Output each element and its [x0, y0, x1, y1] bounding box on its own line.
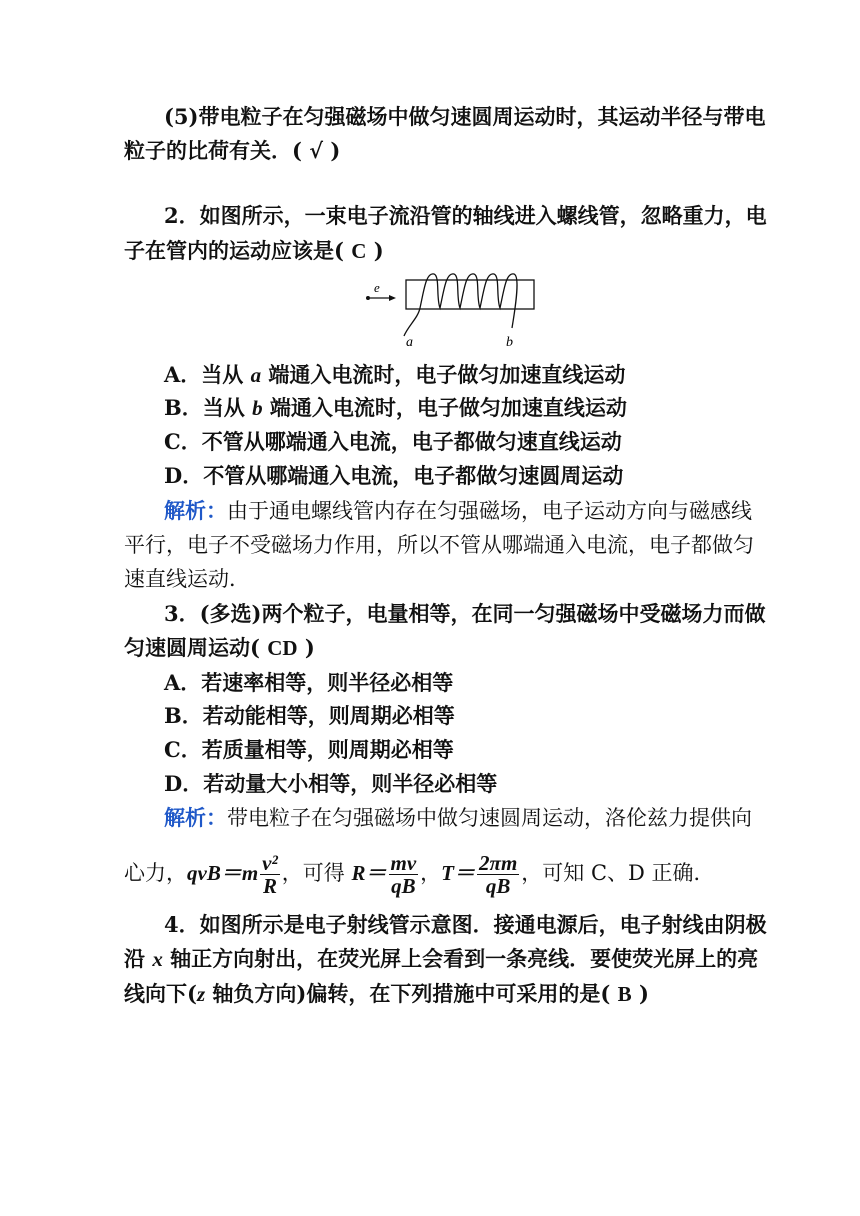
eq-separator-2: ，	[420, 861, 442, 885]
q2-stem-text: 子在管内的运动应该是(	[124, 238, 352, 263]
q3-option-c: C．若质量相等，则周期必相等	[164, 737, 454, 762]
q2-analysis-line-2: 平行，电子不受磁场力作用，所以不管从哪端通入电流，电子都做匀	[124, 533, 754, 557]
label-b: b	[506, 335, 513, 350]
q3-analysis-pre: 心力，	[124, 861, 187, 885]
solenoid-coil	[404, 274, 517, 336]
q3-option-d: D．若动量大小相等，则半径必相等	[164, 771, 498, 796]
q4-var-x: x	[152, 947, 163, 971]
eq1-fraction	[260, 852, 280, 897]
eq1-lhs: qvB＝m	[187, 861, 259, 885]
q3-analysis-post: ，可知 C、D 正确．	[521, 861, 715, 885]
q4-answer: B	[617, 982, 632, 1006]
q2-option-a-pre: A．当从	[164, 362, 251, 387]
q4-stem-2-post: 轴正方向射出，在荧光屏上会看到一条亮线．要使荧光屏上的亮	[162, 946, 759, 971]
q2-option-b-var: b	[252, 396, 263, 420]
q5-line-2: 粒子的比荷有关．( √ )	[124, 138, 341, 163]
eq2-numerator: mv	[390, 851, 417, 875]
q2-option-b	[164, 393, 627, 423]
solenoid-figure	[360, 268, 550, 350]
q2-stem-line-2	[124, 236, 384, 266]
electron-source-dot	[366, 296, 370, 300]
q2-analysis-label: 解析：	[164, 498, 227, 523]
q3-stem-line-2	[124, 633, 315, 663]
q3-stem-text: 匀速圆周运动(	[124, 635, 268, 660]
eq-separator-1: ，可得	[281, 861, 352, 885]
q3-stem-line-1: 3．(多选)两个粒子，电量相等，在同一匀强磁场中受磁场力而做	[164, 601, 766, 626]
q2-option-a-post: 端通入电流时，电子做匀加速直线运动	[261, 362, 626, 387]
q2-option-b-post: 端通入电流时，电子做匀加速直线运动	[262, 395, 627, 420]
q4-var-z: z	[196, 982, 206, 1006]
label-e: e	[374, 280, 380, 295]
q3-option-a: A．若速率相等，则半径必相等	[164, 670, 454, 695]
q2-stem-close: )	[366, 238, 384, 263]
q4-stem-line-3	[124, 979, 649, 1009]
q3-analysis-text-1: 带电粒子在匀强磁场中做匀速圆周运动，洛伦兹力提供向	[227, 806, 752, 830]
q2-analysis-line-3: 速直线运动．	[124, 567, 250, 591]
eq2-denominator: qB	[391, 874, 416, 898]
q2-option-b-pre: B．当从	[164, 395, 253, 420]
q2-option-a	[164, 360, 625, 390]
q5-line-1: (5)带电粒子在匀强磁场中做匀速圆周运动时，其运动半径与带电	[164, 104, 766, 129]
label-a: a	[406, 335, 413, 350]
eq2-fraction	[389, 852, 419, 897]
q2-option-c: C．不管从哪端通入电流，电子都做匀速直线运动	[164, 429, 622, 454]
q4-stem-3-mid: 轴负方向)偏转，在下列措施中可采用的是(	[205, 981, 618, 1006]
eq3-lhs: T＝	[441, 861, 475, 885]
q2-analysis-text-1: 由于通电螺线管内存在匀强磁场，电子运动方向与磁感线	[227, 499, 752, 523]
eq1-numerator: v²	[262, 851, 278, 875]
eq3-fraction	[477, 852, 519, 897]
q3-analysis-line-1	[164, 803, 752, 833]
eq2-lhs: R＝	[351, 861, 387, 885]
q2-option-d: D．不管从哪端通入电流，电子都做匀速圆周运动	[164, 463, 624, 488]
q3-stem-close: )	[297, 635, 315, 660]
eq3-denominator: qB	[485, 874, 511, 898]
eq1-denominator: R	[262, 874, 277, 898]
electron-arrow-head	[389, 295, 396, 301]
eq3-numerator: 2πm	[478, 851, 518, 875]
q4-stem-line-2	[124, 944, 758, 974]
q2-option-a-var: a	[250, 363, 262, 387]
q3-analysis-label: 解析：	[164, 805, 227, 830]
q4-stem-3-pre: 线向下(	[124, 981, 197, 1006]
q4-stem-3-close: )	[631, 981, 649, 1006]
q4-stem-2-pre: 沿	[124, 946, 153, 971]
q2-answer: C	[351, 239, 367, 263]
q3-answer: CD	[267, 636, 298, 660]
q2-analysis-line-1	[164, 496, 752, 526]
q3-option-b: B．若动能相等，则周期必相等	[164, 703, 455, 728]
q4-stem-line-1: 4．如图所示是电子射线管示意图．接通电源后，电子射线由阴极	[164, 912, 767, 937]
q3-analysis-line-2	[124, 848, 715, 898]
q2-stem-line-1: 2．如图所示，一束电子流沿管的轴线进入螺线管，忽略重力，电	[164, 203, 767, 228]
